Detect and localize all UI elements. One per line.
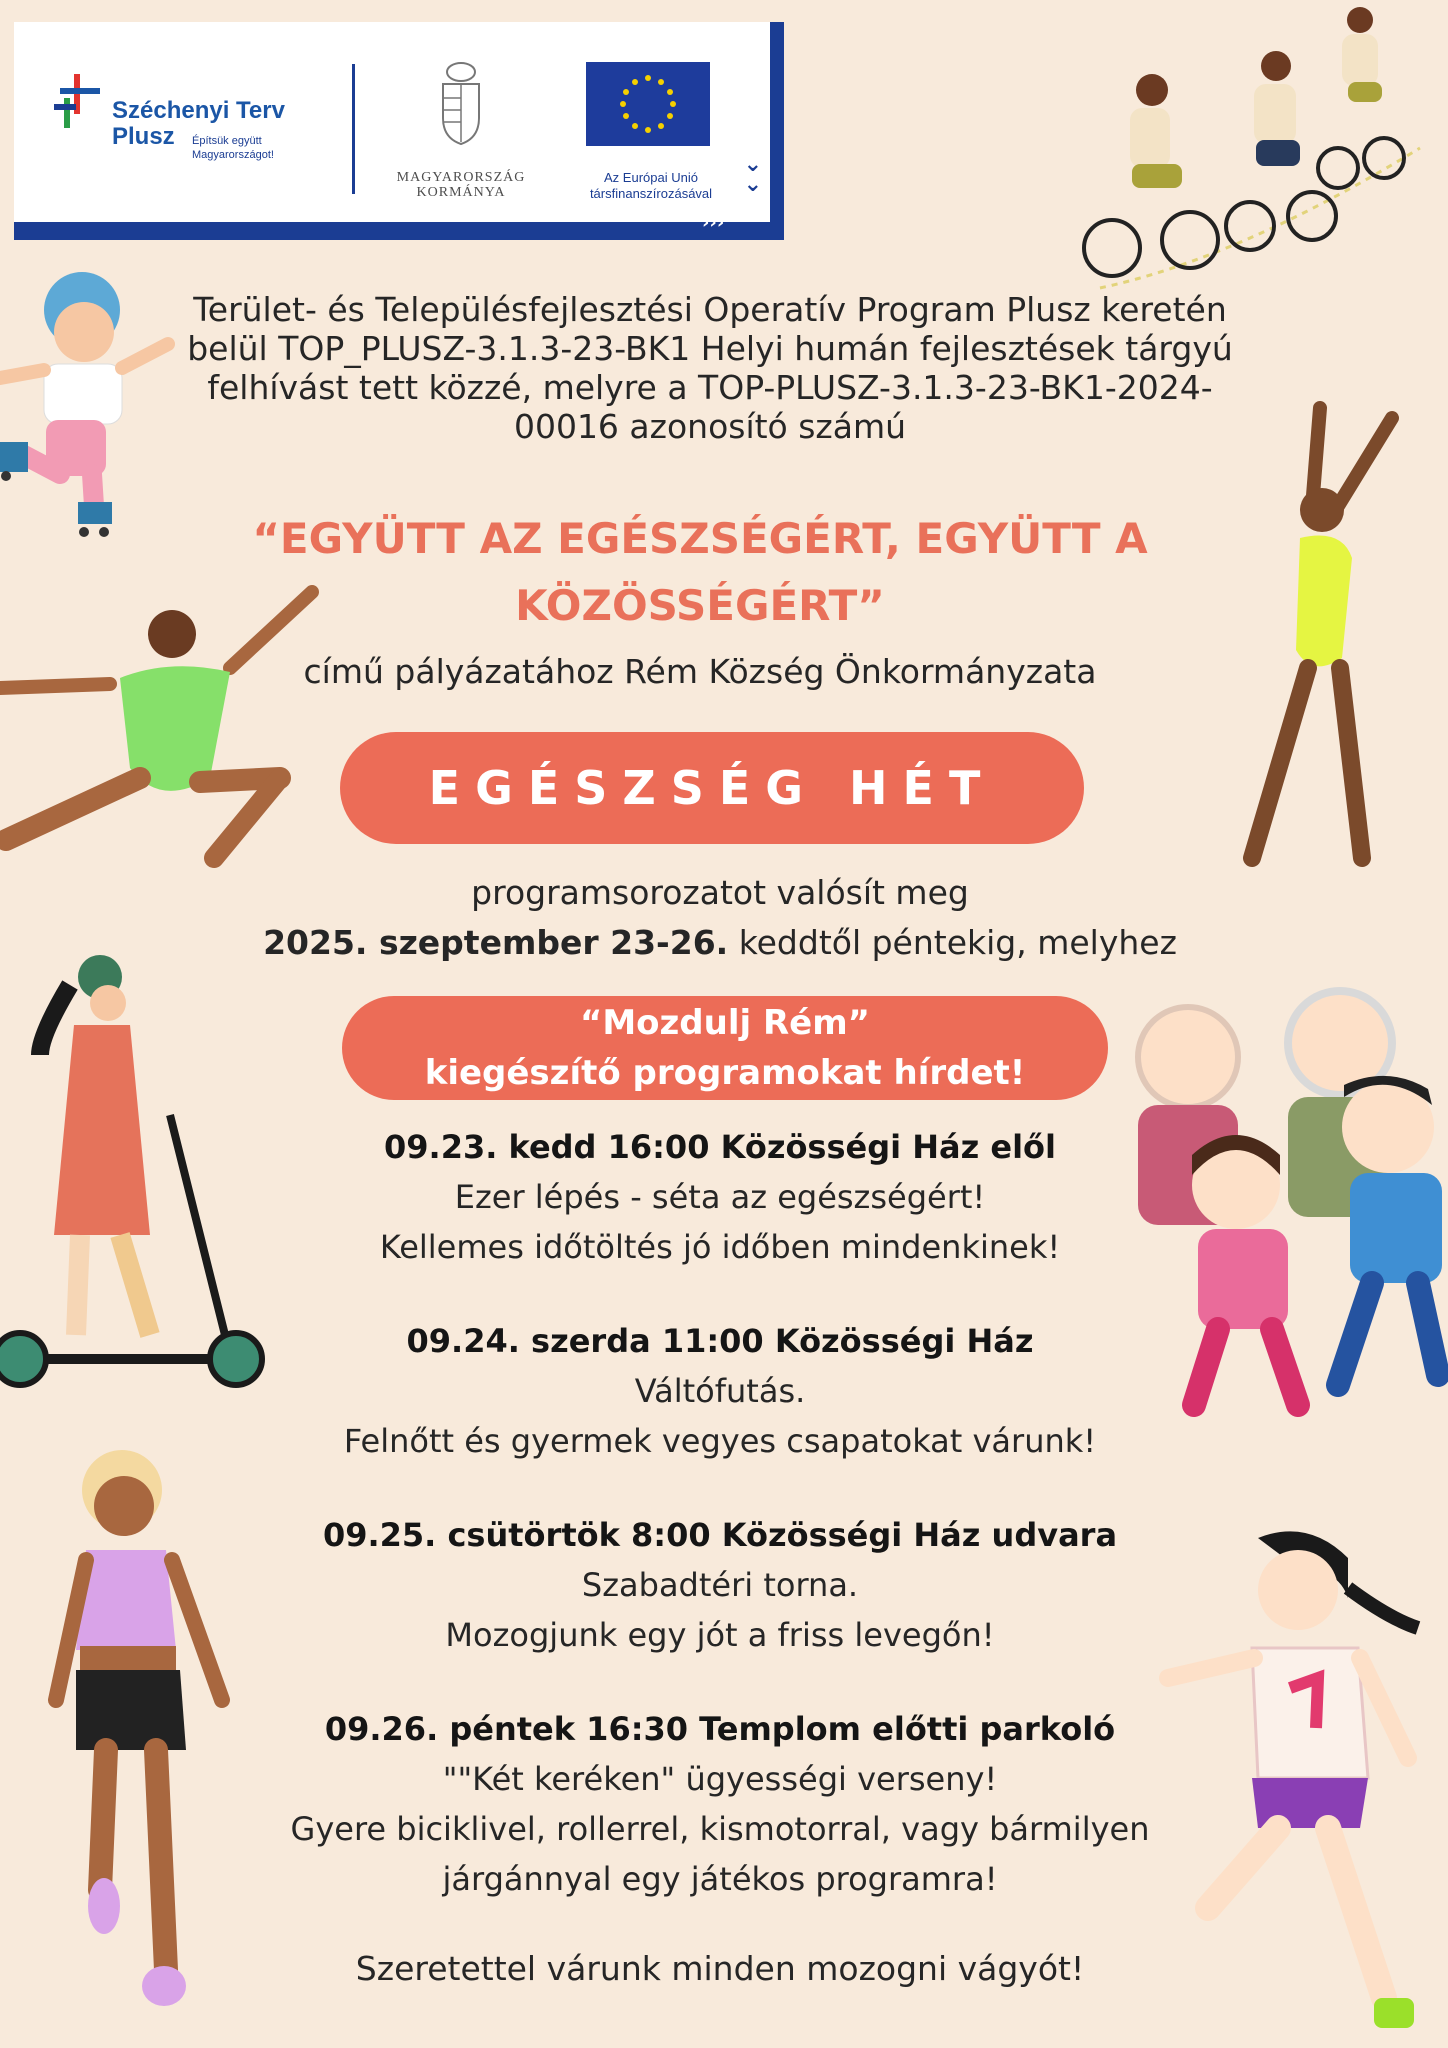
banner-bottom-bar [14, 222, 784, 240]
intro-paragraph [130, 290, 1290, 446]
event-line: Szabadtéri torna. [581, 1566, 859, 1604]
event-line: járgánnyal egy játékos programra! [442, 1860, 998, 1898]
program-date: 2025. szeptember 23-26. [263, 923, 729, 962]
program-line: programsorozatot valósít meg [471, 873, 969, 912]
eu-logo-text: Az Európai Unió társfinanszírozásával [589, 170, 713, 201]
health-week-label: EGÉSZSÉG HÉT [428, 761, 996, 815]
event-heading: 09.25. csütörtök 8:00 Közösségi Ház udvara [322, 1516, 1118, 1554]
intro-line: Terület- és Településfejlesztési Operatív Program Plusz keretén [193, 290, 1227, 329]
government-logo-text: MAGYARORSZÁG KORMÁNYA [396, 170, 526, 200]
szechenyi-logo-icon [54, 74, 114, 134]
health-week-badge [340, 732, 1084, 844]
closing-text: Szeretettel várunk minden mozogni vágyót! [355, 1949, 1085, 1988]
organizer-text: című pályázatához Rém Község Önkormányzata [303, 652, 1097, 691]
logo-banner [14, 22, 784, 240]
event-line: Kellemes időtöltés jó időben mindenkinek! [379, 1228, 1061, 1266]
cyclists-illustration [1080, 8, 1430, 298]
event-heading: 09.23. kedd 16:00 Közösségi Ház elől [384, 1128, 1056, 1166]
chevron-down-icon: ⌄ [743, 172, 762, 197]
event-block [200, 1510, 1240, 1660]
event-block [200, 1704, 1240, 1904]
event-line: Gyere biciklivel, rollerrel, kismotorral, vagy bármilyen [290, 1810, 1150, 1848]
event-line: ""Két keréken" ügyességi verseny! [442, 1760, 998, 1798]
event-line: Ezer lépés - séta az egészségért! [454, 1178, 986, 1216]
logo-divider [352, 64, 355, 194]
eu-flag-icon [586, 62, 710, 146]
chevron-down-icon: ⌄ [743, 152, 762, 177]
event-line: Mozogjunk egy jót a friss levegőn! [445, 1616, 995, 1654]
project-title-line: “EGYÜTT AZ EGÉSZSÉGÉRT, EGYÜTT A [252, 514, 1148, 563]
event-heading: 09.26. péntek 16:30 Templom előtti parkoló [324, 1710, 1116, 1748]
event-block [200, 1122, 1240, 1272]
event-block [200, 1316, 1240, 1466]
mozdulj-badge [342, 996, 1108, 1100]
program-date-rest: keddtől péntekig, melyhez [728, 923, 1177, 962]
coat-of-arms-icon [439, 62, 483, 146]
intro-line: belül TOP_PLUSZ-3.1.3-23-BK1 Helyi humán fejlesztések tárgyú [187, 329, 1233, 368]
event-line: Váltófutás. [634, 1372, 806, 1410]
event-heading: 09.24. szerda 11:00 Közösségi Ház [406, 1322, 1034, 1360]
banner-side-bar [770, 22, 784, 240]
mozdulj-badge-subtitle: kiegészítő programokat hírdet! [424, 1053, 1026, 1093]
chevron-right-icon: ››› [702, 212, 725, 233]
project-title-line: KÖZÖSSÉGÉRT” [515, 581, 885, 630]
intro-line: felhívást tett közzé, melyre a TOP-PLUSZ-3.1.3-23-BK1-2024- [207, 368, 1213, 407]
mozdulj-badge-title: “Mozdulj Rém” [579, 1003, 871, 1043]
event-line: Felnőtt és gyermek vegyes csapatokat várunk! [343, 1422, 1097, 1460]
intro-line: 00016 azonosító számú [513, 407, 907, 446]
gymnast-illustration [1192, 388, 1402, 878]
program-description [200, 868, 1240, 968]
szechenyi-logo-title: Széchenyi Terv Plusz [112, 97, 285, 150]
project-title [190, 505, 1210, 639]
szechenyi-logo-subtitle: Építsük együtt Magyarországot! [192, 135, 274, 161]
program-date-line [200, 918, 1240, 968]
